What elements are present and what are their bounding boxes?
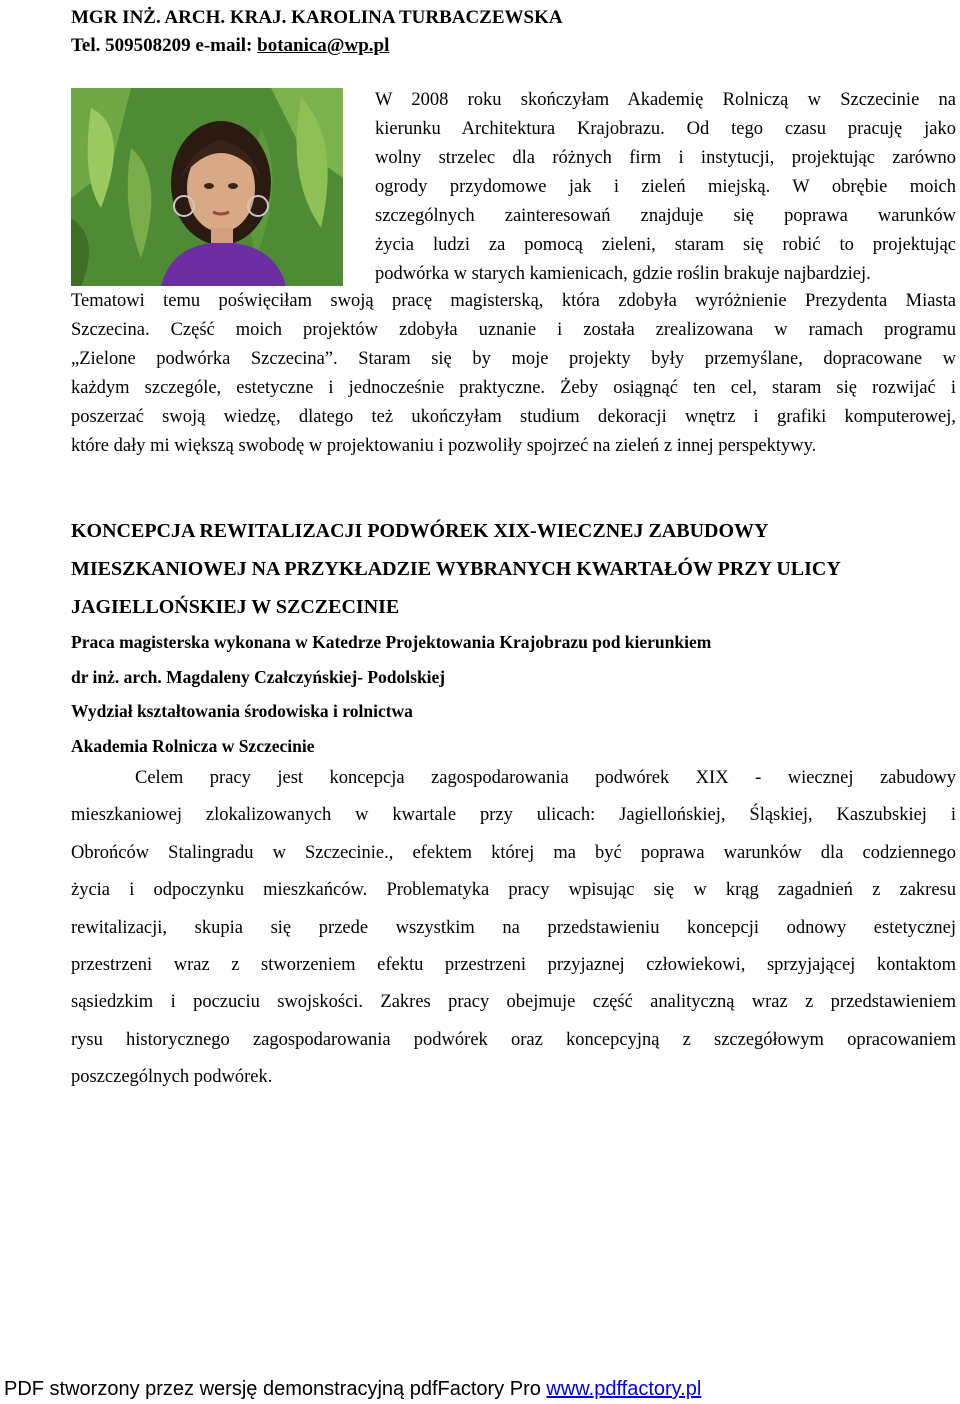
thesis-title-line: MIESZKANIOWEJ NA PRZYKŁADZIE WYBRANYCH KWARTAŁÓW PRZY ULICY	[71, 558, 841, 580]
intro-line: „Zielone podwórka Szczecina”. Staram się by moje projekty były przemyślane, dopracowane w	[71, 349, 956, 369]
abstract-line: sąsiedzkim i poczuciu swojskości. Zakres pracy obejmuje część analityczną wraz z przedstawieniem	[71, 992, 956, 1013]
thesis-faculty: Wydział kształtowania środowiska i rolnictwa	[71, 701, 413, 721]
intro-line: wolny strzelec dla różnych firm i instytucji, projektując zarówno	[375, 148, 956, 168]
abstract-line: poszczególnych podwórek.	[71, 1067, 273, 1088]
footer-link[interactable]: www.pdffactory.pl	[546, 1378, 702, 1400]
intro-line: W 2008 roku skończyłam Akademię Rolniczą w Szczecinie na	[375, 90, 956, 110]
abstract-line: Celem pracy jest koncepcja zagospodarowania podwórek XIX - wiecznej zabudowy	[135, 768, 956, 788]
intro-paragraph-side	[375, 86, 956, 289]
abstract-line: mieszkaniowej zlokalizowanych w kwartale przy ulicach: Jagiellońskiej, Śląskiej, Kaszubskiej i	[71, 805, 956, 826]
thesis-title-line: KONCEPCJA REWITALIZACJI PODWÓREK XIX-WIECZNEJ ZABUDOWY	[71, 520, 769, 542]
phone-number: 509508209	[105, 35, 191, 56]
thesis-supervisor: dr inż. arch. Magdaleny Czałczyńskiej- Podolskiej	[71, 666, 446, 687]
thesis-abstract	[71, 760, 956, 1097]
intro-line: Szczecina. Część moich projektów zdobyła uznanie i została zrealizowana w ramach programu	[71, 320, 956, 340]
phone-label: Tel.	[71, 35, 101, 56]
intro-line: ogrody przydomowe jak i zieleń miejską. W obrębie moich	[375, 177, 956, 197]
contact-line	[71, 32, 563, 60]
email-label: e-mail:	[195, 35, 253, 56]
intro-line: które dały mi większą swobodę w projektowaniu i pozwoliły spojrzeć na zieleń z innej perspektywy.	[71, 436, 817, 456]
thesis-meta	[71, 625, 956, 763]
author-name: MGR INŻ. ARCH. KRAJ. KAROLINA TURBACZEWSKA	[71, 7, 563, 28]
footer-text: PDF stworzony przez wersję demonstracyjną pdfFactory Pro	[4, 1378, 541, 1400]
pdf-footer	[4, 1376, 701, 1402]
intro-line: każdym szczególe, estetyczne i jednocześnie praktyczne. Żeby osiągnąć ten cel, staram się rozwijać i	[71, 378, 956, 398]
intro-line: poszerzać swoją wiedzę, dlatego też ukończyłam studium dekoracji wnętrz i grafiki komputerowej,	[71, 407, 956, 427]
email-link[interactable]: botanica@wp.pl	[257, 35, 390, 56]
thesis-university: Akademia Rolnicza w Szczecinie	[71, 735, 315, 756]
abstract-line: rysu historycznego zagospodarowania podwórek oraz koncepcyjną z szczegółowym opracowaniem	[71, 1029, 956, 1050]
intro-line: podwórka w starych kamienicach, gdzie roślin brakuje najbardziej.	[375, 264, 871, 284]
abstract-line: przestrzeni wraz z stworzeniem efektu przestrzeni przyjaznej człowiekowi, sprzyjającej kontaktom	[71, 955, 956, 976]
intro-line: życia ludzi za pomocą zieleni, staram się robić to projektując	[375, 235, 956, 255]
abstract-line: życia i odpoczynku mieszkańców. Problematyka pracy wpisując się w krąg zagadnień z zakresu	[71, 880, 956, 901]
thesis-title	[71, 512, 956, 626]
intro-line: kierunku Architektura Krajobrazu. Od tego czasu pracuję jako	[375, 119, 956, 139]
document-header	[71, 4, 563, 60]
thesis-title-line: JAGIELLOŃSKIEJ W SZCZECINIE	[71, 596, 400, 618]
intro-paragraph-full	[71, 287, 956, 461]
abstract-line: rewitalizacji, skupia się przede wszystkim na przedstawieniu koncepcji odnowy estetycznej	[71, 917, 956, 938]
author-photo	[71, 88, 343, 286]
intro-line: szczególnych zainteresowań znajduje się poprawa warunków	[375, 206, 956, 226]
thesis-meta-line: Praca magisterska wykonana w Katedrze Projektowania Krajobrazu pod kierunkiem	[71, 632, 712, 652]
intro-line: Tematowi temu poświęciłam swoją pracę magisterską, która zdobyła wyróżnienie Prezydenta Miasta	[71, 291, 956, 311]
abstract-line: Obrońców Stalingradu w Szczecinie., efektem której ma być poprawa warunków dla codziennego	[71, 842, 956, 863]
